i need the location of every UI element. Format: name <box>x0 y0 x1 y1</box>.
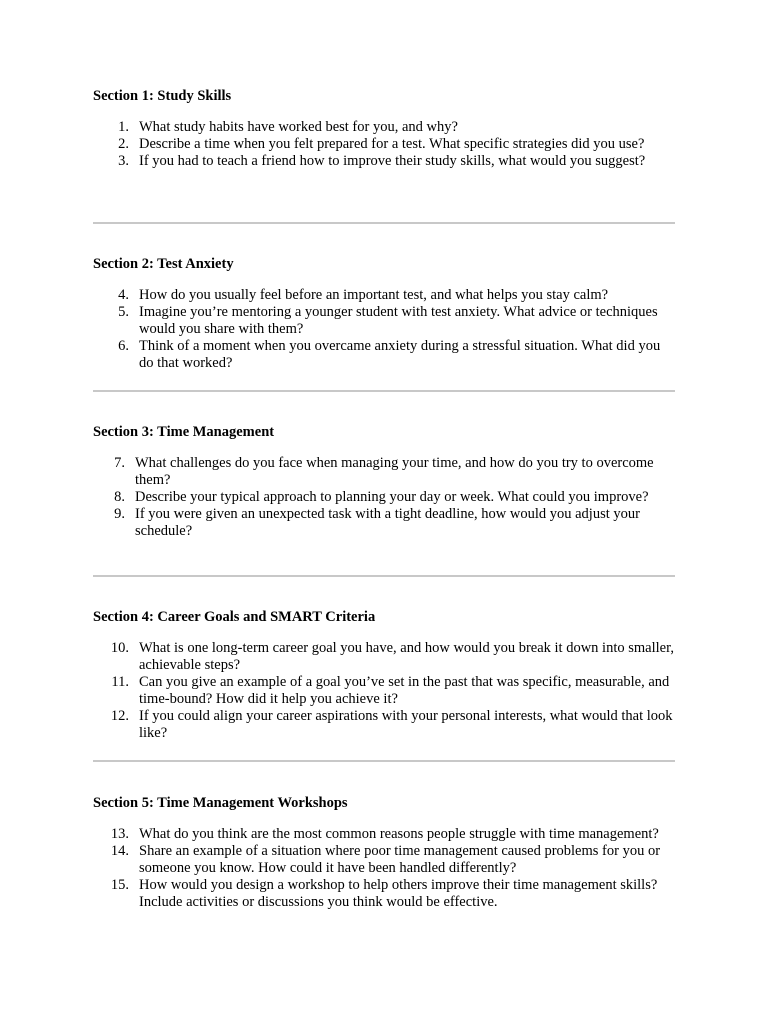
question-text: What study habits have worked best for you, and why? <box>139 119 458 135</box>
question-number: 14. <box>110 843 129 859</box>
question-text: How do you usually feel before an important test, and what helps you stay calm? <box>139 287 609 303</box>
question-text: What do you think are the most common reasons people struggle with time management? <box>139 826 659 842</box>
question-text: If you could align your career aspirations with your personal interests, what would that look like? <box>139 708 673 741</box>
question-number: 3. <box>118 153 129 169</box>
section-divider <box>93 390 675 392</box>
question-text: If you were given an unexpected task with a tight deadline, how would you adjust your schedule? <box>135 506 640 539</box>
question-text: What is one long-term career goal you have, and how would you break it down into smaller, achievable steps? <box>139 640 674 673</box>
list-item <box>93 826 675 843</box>
question-text: How would you design a workshop to help others improve their time management skills? Include activities or discussions you think would be effective. <box>139 877 658 910</box>
question-number: 1. <box>118 119 129 135</box>
list-item <box>93 489 675 506</box>
question-number: 15. <box>110 877 129 893</box>
list-item <box>93 843 675 877</box>
question-text: What challenges do you face when managing your time, and how do you try to overcome them? <box>135 455 654 488</box>
section-divider <box>93 760 675 762</box>
section-study-skills <box>93 86 675 170</box>
list-item <box>93 640 675 674</box>
list-item <box>93 455 675 489</box>
question-number: 11. <box>111 674 129 690</box>
question-number: 5. <box>118 304 129 320</box>
list-item <box>93 287 675 304</box>
question-text: Describe your typical approach to planning your day or week. What could you improve? <box>135 489 649 505</box>
list-item <box>93 136 675 153</box>
question-number: 9. <box>114 506 125 522</box>
question-number: 6. <box>118 338 129 354</box>
list-item <box>93 506 675 540</box>
section-title: Section 5: Time Management Workshops <box>93 795 348 811</box>
list-item <box>93 119 675 136</box>
list-item <box>93 304 675 338</box>
list-item <box>93 877 675 911</box>
question-number: 12. <box>110 708 129 724</box>
section-career-goals <box>93 607 675 742</box>
section-divider <box>93 575 675 577</box>
section-title: Section 4: Career Goals and SMART Criteria <box>93 609 376 625</box>
section-title: Section 2: Test Anxiety <box>93 256 234 272</box>
list-item <box>93 153 675 170</box>
section-test-anxiety <box>93 254 675 372</box>
section-time-management <box>93 422 675 540</box>
question-text: Describe a time when you felt prepared for a test. What specific strategies did you use? <box>139 136 645 152</box>
question-number: 4. <box>118 287 129 303</box>
question-number: 7. <box>114 455 125 471</box>
list-item <box>93 708 675 742</box>
question-number: 13. <box>110 826 129 842</box>
section-time-management-workshops <box>93 793 675 911</box>
question-list <box>93 455 675 540</box>
question-text: Share an example of a situation where poor time management caused problems for you or someone you know. How could it have been handled differently? <box>139 843 661 876</box>
section-title: Section 3: Time Management <box>93 424 275 440</box>
question-text: If you had to teach a friend how to improve their study skills, what would you suggest? <box>139 153 646 169</box>
question-number: 8. <box>114 489 125 505</box>
list-item <box>93 338 675 372</box>
section-divider <box>93 222 675 224</box>
question-text: Can you give an example of a goal you’ve set in the past that was specific, measurable, and time-bound? How did it help you achieve it? <box>139 674 670 707</box>
question-number: 10. <box>110 640 129 656</box>
question-list <box>93 287 675 372</box>
question-list <box>93 640 675 742</box>
question-list <box>93 119 675 170</box>
question-number: 2. <box>118 136 129 152</box>
question-list <box>93 826 675 911</box>
section-title: Section 1: Study Skills <box>93 88 232 104</box>
question-text: Imagine you’re mentoring a younger student with test anxiety. What advice or techniques would you share with them? <box>139 304 658 337</box>
list-item <box>93 674 675 708</box>
question-text: Think of a moment when you overcame anxiety during a stressful situation. What did you do that worked? <box>139 338 661 371</box>
